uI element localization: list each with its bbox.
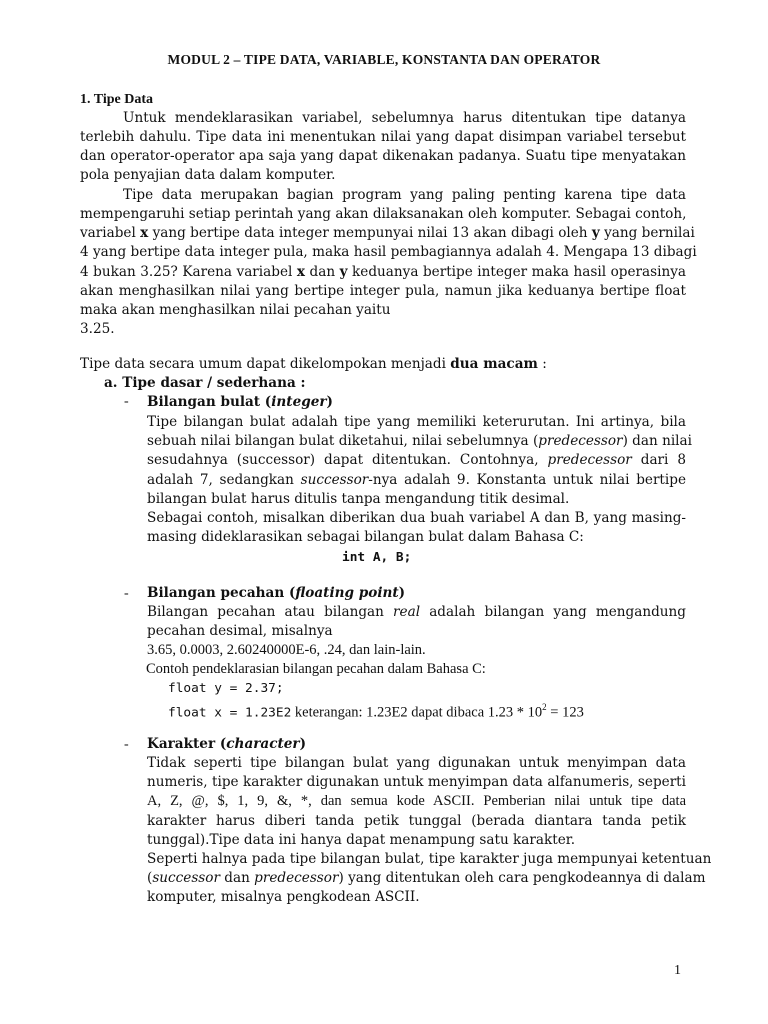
char-line-6: Seperti halnya pada tipe bilangan bulat, tipe karakter juga mempunyai ketentuan [147, 851, 712, 867]
paragraph-2-line-7: maka akan menghasilkan nilai pecahan yaitu [80, 302, 391, 318]
integer-line-5: bilangan bulat harus ditulis tanpa mengandung titik desimal. [147, 491, 570, 507]
float-bullet: - [124, 586, 129, 601]
char-line-4: karakter harus diberi tanda petik tunggal (berada diantara tanda petik [147, 813, 686, 829]
paragraph-1-line-3: dan operator-operator apa saja yang dapat dikenakan padanya. Suatu tipe menyatakan [80, 148, 686, 164]
page-number: 1 [674, 963, 681, 978]
paragraph-2-line-3: variabel x yang bertipe data integer mempunyai nilai 13 akan dibagi oleh y yang bernilai [80, 225, 695, 241]
char-line-2: numeris, tipe karakter digunakan untuk menyimpan data alfanumeris, seperti [147, 774, 686, 790]
integer-line-2: sebuah nilai bilangan bulat diketahui, nilai sebelumnya (predecessor) dan nilai [147, 433, 692, 449]
paragraph-2-line-5: 4 bukan 3.25? Karena variabel x dan y keduanya bertipe integer maka hasil operasinya [80, 264, 686, 280]
integer-line-7: masing dideklarasikan sebagai bilangan bulat dalam Bahasa C: [147, 529, 584, 545]
char-heading: Karakter (character) [147, 736, 307, 752]
paragraph-2-line-1: Tipe data merupakan bagian program yang paling penting karena tipe data [123, 187, 686, 203]
float-line-2: pecahan desimal, misalnya [147, 623, 333, 639]
float-code-1: float y = 2.37; [168, 681, 284, 696]
integer-line-6: Sebagai contoh, misalkan diberikan dua buah variabel A dan B, yang masing- [147, 510, 686, 526]
float-line-1: Bilangan pecahan atau bilangan real adalah bilangan yang mengandung [147, 604, 686, 620]
paragraph-2-line-4: 4 yang bertipe data integer pula, maka hasil pembagiannya adalah 4. Mengapa 13 dibagi [80, 244, 697, 260]
paragraph-2-line-6: akan menghasilkan nilai yang bertipe integer pula, namun jika keduanya bertipe float [80, 283, 686, 299]
integer-heading: Bilangan bulat (integer) [147, 394, 333, 410]
page-title: MODUL 2 – TIPE DATA, VARIABLE, KONSTANTA DAN OPERATOR [167, 52, 601, 67]
paragraph-1-line-2: terlebih dahulu. Tipe data ini menentukan nilai yang dapat disimpan variabel tersebut [80, 129, 686, 145]
integer-line-3: sesudahnya (successor) dapat ditentukan. Contohnya, predecessor dari 8 [147, 452, 687, 468]
paragraph-2-line-8: 3.25. [80, 321, 115, 337]
char-line-3: A, Z, @, $, 1, 9, &, *, dan semua kode ASCII. Pemberian nilai untuk tipe data [147, 793, 686, 809]
paragraph-2-line-2: mempengaruhi setiap perintah yang akan dilaksanakan oleh komputer. Sebagai contoh, [80, 206, 687, 222]
paragraph-1-line-1: Untuk mendeklarasikan variabel, sebelumnya harus ditentukan tipe datanya [123, 110, 686, 126]
char-line-1: Tidak seperti tipe bilangan bulat yang digunakan untuk menyimpan data [147, 755, 686, 771]
char-line-7: (successor dan predecessor) yang ditentukan oleh cara pengkodeannya di dalam [147, 870, 706, 886]
subheading-basic-types: a. Tipe dasar / sederhana : [104, 375, 306, 391]
float-heading: Bilangan pecahan (floating point) [147, 585, 406, 601]
float-line-4: Contoh pendeklarasian bilangan pecahan dalam Bahasa C: [146, 661, 486, 677]
float-line-3: 3.65, 0.0003, 2.60240000E-6, .24, dan lain-lain. [147, 642, 426, 658]
char-bullet: - [124, 737, 129, 752]
char-line-8: komputer, misalnya pengkodean ASCII. [147, 889, 420, 905]
integer-line-4: adalah 7, sedangkan successor-nya adalah 9. Konstanta untuk nilai bertipe [147, 472, 686, 488]
integer-bullet: - [124, 394, 129, 409]
integer-code: int A, B; [342, 550, 412, 565]
float-code-2: float x = 1.23E2 keterangan: 1.23E2 dapat dibaca $1.23 * 10^2 = 123$ [168, 702, 584, 721]
paragraph-1-line-4: pola penyajian data dalam komputer. [80, 167, 336, 183]
char-line-5: tunggal).Tipe data ini hanya dapat menampung satu karakter. [147, 832, 576, 848]
section-heading: 1. Tipe Data [80, 92, 153, 107]
integer-line-1: Tipe bilangan bulat adalah tipe yang memiliki keterurutan. Ini artinya, bila [147, 414, 686, 430]
paragraph-3: Tipe data secara umum dapat dikelompokan menjadi dua macam : [80, 356, 547, 372]
